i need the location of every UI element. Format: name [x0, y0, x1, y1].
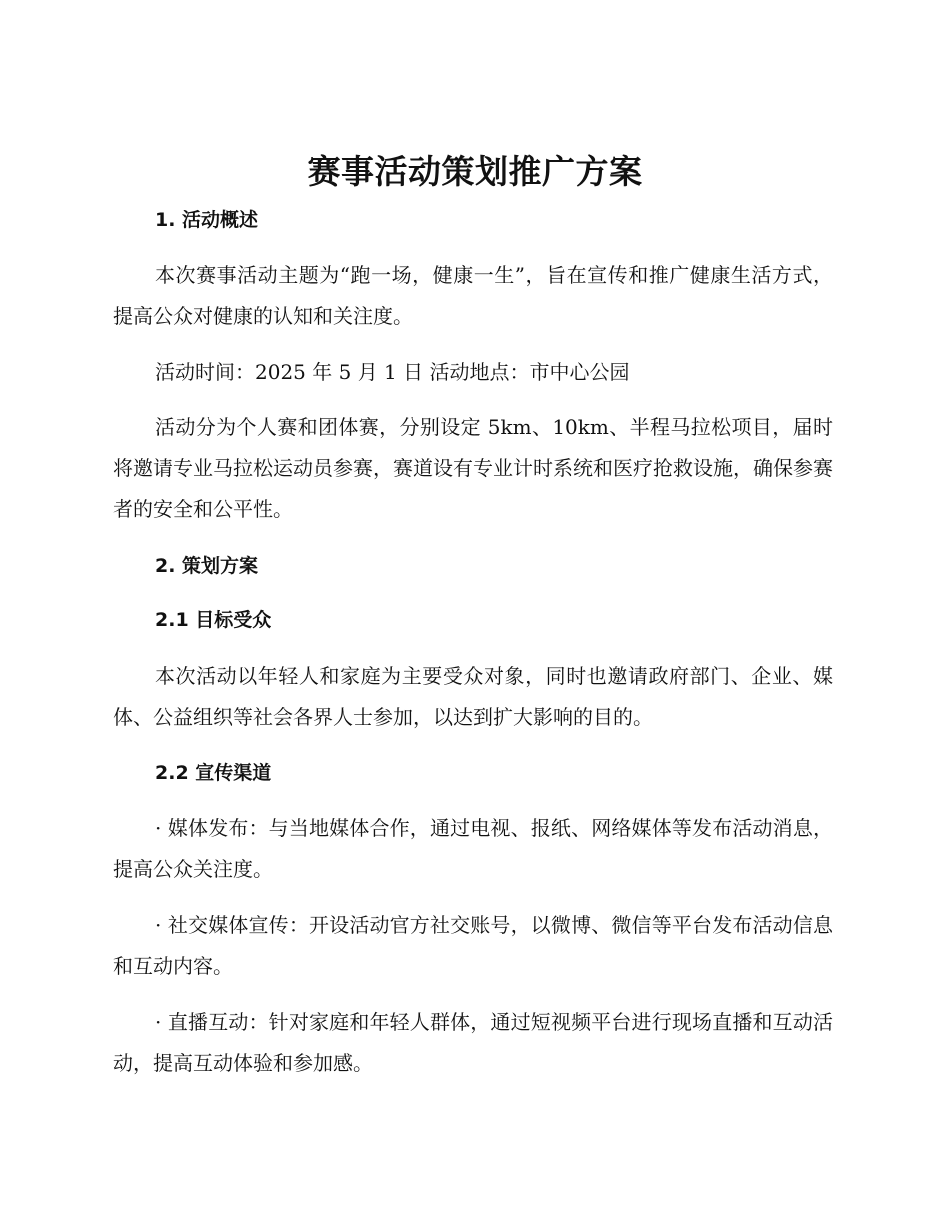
section-heading-plan: 2. 策划方案	[155, 555, 259, 577]
document-title: 赛事活动策划推广方案	[307, 152, 643, 191]
paragraph-event-details: 活动分为个人赛和团体赛，分别设定 5km、10km、半程马拉松项目，届时将邀请专业马拉松运动员参赛，赛道设有专业计时系统和医疗抢救设施，确保参赛者的安全和公平性。	[113, 415, 833, 521]
list-item-live-stream: · 直播互动：针对家庭和年轻人群体，通过短视频平台进行现场直播和互动活动，提高互动体验和参加感。	[113, 1010, 833, 1075]
paragraph-audience: 本次活动以年轻人和家庭为主要受众对象，同时也邀请政府部门、企业、媒体、公益组织等社会各界人士参加，以达到扩大影响的目的。	[113, 664, 833, 729]
subsection-heading-audience: 2.1 目标受众	[155, 609, 272, 631]
list-item-social-media: · 社交媒体宣传：开设活动官方社交账号，以微博、微信等平台发布活动信息和互动内容。	[113, 913, 833, 978]
paragraph-theme: 本次赛事活动主题为“跑一场，健康一生”，旨在宣传和推广健康生活方式，提高公众对健康的认知和关注度。	[113, 263, 833, 328]
paragraph-time-location: 活动时间：2025 年 5 月 1 日 活动地点：市中心公园	[155, 360, 630, 384]
section-heading-overview: 1. 活动概述	[155, 209, 259, 231]
list-item-media-release: · 媒体发布：与当地媒体合作，通过电视、报纸、网络媒体等发布活动消息，提高公众关注度。	[113, 816, 833, 881]
subsection-heading-channels: 2.2 宣传渠道	[155, 762, 272, 784]
